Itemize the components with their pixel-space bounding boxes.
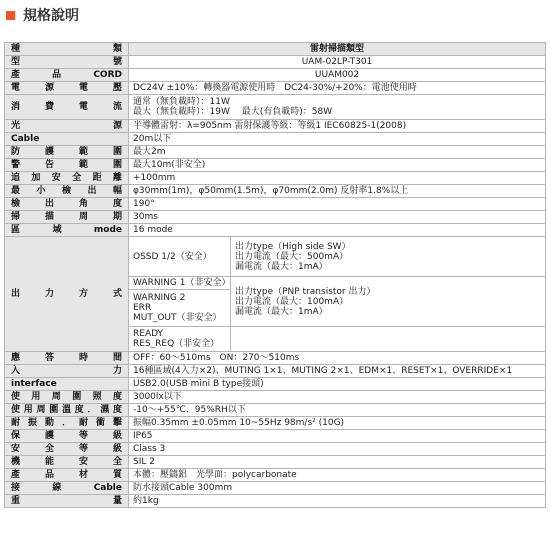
value-illum: 3000lx以下: [129, 391, 546, 404]
row-illum: [5, 391, 546, 404]
value-angle: 190°: [129, 198, 546, 211]
value-material: 本體：壓鑄鋁 光學面：polycarbonate: [129, 469, 546, 482]
heading-bullet-icon: [6, 11, 15, 20]
pnp-desc-line: 出力type（PNP transistor 出力）: [235, 286, 376, 297]
label-functional: 機能安全: [5, 456, 129, 469]
row-model: [5, 56, 546, 69]
label-weight: 重量: [5, 495, 129, 508]
row-mindetect: [5, 185, 546, 198]
row-output-ossd: [5, 237, 546, 277]
row-warn: [5, 159, 546, 172]
ossd-desc-line: 漏電流（最大：1mA）: [235, 261, 328, 272]
row-interface: [5, 378, 546, 391]
row-response: [5, 352, 546, 365]
output-group-line: WARNING 2: [133, 293, 186, 303]
output-ossd-desc: [231, 237, 546, 277]
row-ip: [5, 430, 546, 443]
output-ready: [129, 327, 231, 352]
section-heading: [6, 2, 79, 28]
value-connect: 防水接頭Cable 300mm: [129, 482, 546, 495]
ossd-desc-line: 出力電流（最大：500mA）: [235, 251, 349, 262]
spec-table: [4, 42, 546, 508]
label-temp: 使用周圍溫度．濕度: [5, 404, 129, 417]
pnp-desc-line: 漏電流（最大：1mA）: [235, 306, 328, 317]
row-period: [5, 211, 546, 224]
row-cable: [5, 133, 546, 146]
label-current: 消費電流: [5, 95, 129, 120]
value-temp: -10～+55℃、95%RH以下: [129, 404, 546, 417]
value-warn: 最大10m(非安全): [129, 159, 546, 172]
current-normal: 通常（無負載時）：11W: [133, 97, 230, 107]
label-angle: 檢出角度: [5, 198, 129, 211]
row-safety: [5, 443, 546, 456]
row-voltage: [5, 82, 546, 95]
output-group: [129, 290, 231, 327]
label-safety: 安全等級: [5, 443, 129, 456]
row-area: [5, 224, 546, 237]
output-ready-line: READY: [133, 329, 164, 339]
row-cord: [5, 69, 546, 82]
row-kind: [5, 43, 546, 56]
value-weight: 約1kg: [129, 495, 546, 508]
label-ip: 保護等級: [5, 430, 129, 443]
label-light: 光源: [5, 120, 129, 133]
row-weight: [5, 495, 546, 508]
label-response: 應答時間: [5, 352, 129, 365]
ossd-desc-line: 出力type（High side SW）: [235, 241, 351, 252]
value-voltage: DC24V ±10%：轉換器電源使用時 DC24-30%/+20%：電池使用時: [129, 82, 546, 95]
label-interface: interface: [5, 378, 129, 391]
row-material: [5, 469, 546, 482]
value-period: 30ms: [129, 211, 546, 224]
section-title: 規格說明: [23, 8, 79, 24]
pnp-desc-line: 出力電流（最大：100mA）: [235, 296, 349, 307]
output-group-line: ERR: [133, 303, 152, 313]
value-input: 16種區域(4入力×2)、MUTING 1×1、MUTING 2×1、EDM×1、RESET×1、OVERRIDE×1: [129, 365, 546, 378]
label-warn: 警告範圍: [5, 159, 129, 172]
output-ready-line: RES_REQ（非安全）: [133, 339, 220, 349]
label-area: 區域mode: [5, 224, 129, 237]
value-ip: IP65: [129, 430, 546, 443]
value-cable: 20m以下: [129, 133, 546, 146]
row-temp: [5, 404, 546, 417]
value-area: 16 mode: [129, 224, 546, 237]
value-current: [129, 95, 546, 120]
output-ossd: OSSD 1/2（安全）: [129, 237, 231, 277]
output-ready-empty: [231, 327, 546, 352]
row-connect: [5, 482, 546, 495]
value-extra: +100mm: [129, 172, 546, 185]
row-input: [5, 365, 546, 378]
label-protect: 防護範圍: [5, 146, 129, 159]
label-input: 入力: [5, 365, 129, 378]
value-response: OFF：60～510ms ON：270～510ms: [129, 352, 546, 365]
label-material: 產品材質: [5, 469, 129, 482]
label-voltage: 電源電壓: [5, 82, 129, 95]
row-vibration: [5, 417, 546, 430]
row-extra: [5, 172, 546, 185]
value-functional: SIL 2: [129, 456, 546, 469]
output-group-line: MUT_OUT（非安全）: [133, 313, 222, 323]
row-angle: [5, 198, 546, 211]
output-pnp-desc: [231, 277, 546, 327]
row-functional: [5, 456, 546, 469]
label-extra: 追加安全距離: [5, 172, 129, 185]
value-mindetect: φ30mm(1m)，φ50mm(1.5m)，φ70mm(2.0m) 反射率1.8%以上: [129, 185, 546, 198]
value-safety: Class 3: [129, 443, 546, 456]
value-cord: UUAM002: [129, 69, 546, 82]
label-illum: 使用周圍照度: [5, 391, 129, 404]
output-warning1: WARNING 1（非安全）: [129, 277, 231, 290]
label-connect: 接線Cable: [5, 482, 129, 495]
label-kind: 種類: [5, 43, 129, 56]
label-cord: 產品CORD: [5, 69, 129, 82]
value-model: UAM-02LP-T301: [129, 56, 546, 69]
current-max: 最大（無負載時）：19W 最大(有負載時)：58W: [133, 107, 333, 117]
value-light: 半導體雷射：λ=905nm 雷射保護等級：等級1 IEC60825-1(2008): [129, 120, 546, 133]
label-period: 掃描周期: [5, 211, 129, 224]
label-output: 出力方式: [5, 237, 129, 352]
label-model: 型號: [5, 56, 129, 69]
value-interface: USB2.0(USB mini B type接頭): [129, 378, 546, 391]
label-vibration: 耐振動．耐衝擊: [5, 417, 129, 430]
value-kind: 雷射掃描類型: [129, 43, 546, 56]
value-vibration: 振幅0.35mm ±0.05mm 10~55Hz 98m/s² (10G): [129, 417, 546, 430]
row-current: [5, 95, 546, 120]
value-protect: 最大2m: [129, 146, 546, 159]
row-light: [5, 120, 546, 133]
row-protect: [5, 146, 546, 159]
label-cable: Cable: [5, 133, 129, 146]
label-mindetect: 最小檢出幅: [5, 185, 129, 198]
